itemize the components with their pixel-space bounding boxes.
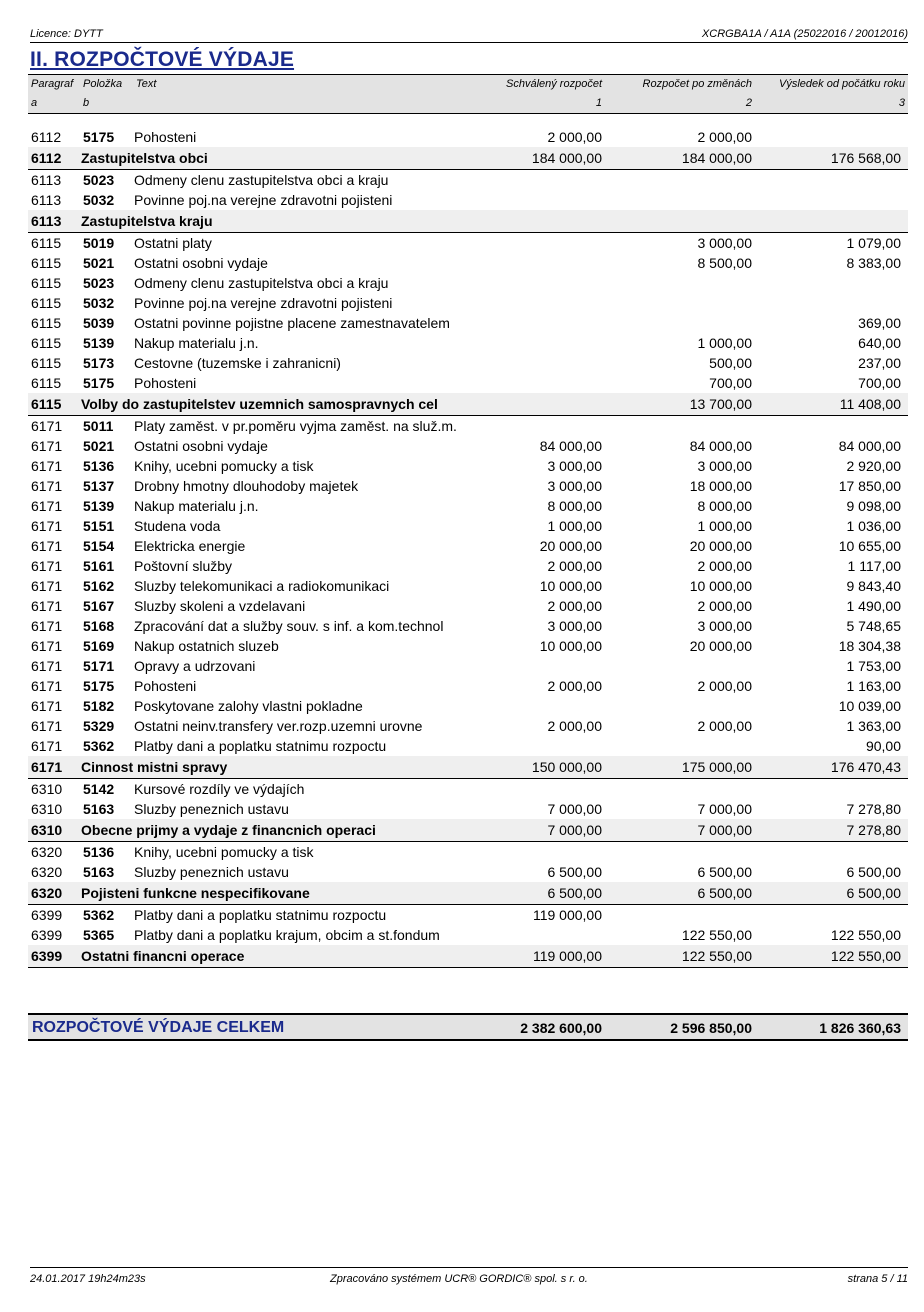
- text-cell: Ostatni neinv.transfery ver.rozp.uzemni urovne: [134, 718, 423, 734]
- paragraf-cell: 6113: [31, 172, 62, 188]
- subtotal-row: [28, 393, 908, 416]
- licence-label: Licence: DYTT: [30, 28, 103, 40]
- paragraf-cell: 6115: [31, 355, 62, 371]
- vysledek-cell: 1 753,00: [846, 658, 901, 674]
- text-cell: Studena voda: [134, 518, 221, 534]
- text-cell: Povinne poj.na verejne zdravotni pojisteni: [134, 192, 393, 208]
- subtotal-row: [28, 882, 908, 905]
- paragraf-cell: 6115: [31, 335, 62, 351]
- paragraf-cell: 6112: [31, 150, 62, 166]
- paragraf-cell: 6171: [31, 498, 63, 514]
- table-row: [28, 233, 908, 253]
- footer-system: Zpracováno systémem UCR® GORDIC® spol. s r. o.: [330, 1273, 588, 1285]
- schvaleny-cell: 184 000,00: [531, 150, 602, 166]
- schvaleny-cell: 119 000,00: [532, 948, 602, 964]
- text-cell: Platby dani a poplatku statnimu rozpoctu: [134, 738, 387, 754]
- polozka-cell: 5136: [83, 844, 115, 860]
- schvaleny-cell: 2 000,00: [547, 558, 602, 574]
- subtotal-row: [28, 756, 908, 779]
- vysledek-cell: 1 036,00: [846, 518, 901, 534]
- vysledek-cell: 9 843,40: [846, 578, 901, 594]
- paragraf-cell: 6310: [31, 781, 63, 797]
- vysledek-cell: 18 304,38: [838, 638, 901, 654]
- table-row: [28, 905, 908, 925]
- paragraf-cell: 6320: [31, 864, 63, 880]
- po-zmenach-cell: 2 000,00: [697, 129, 752, 145]
- col-schvaleny: Schválený rozpočet: [506, 78, 602, 90]
- polozka-cell: 5039: [83, 315, 115, 331]
- paragraf-cell: 6171: [31, 718, 63, 734]
- paragraf-cell: 6171: [31, 738, 63, 754]
- vysledek-cell: 7 278,80: [846, 822, 901, 838]
- po-zmenach-cell: 122 550,00: [681, 948, 752, 964]
- table-row: [28, 842, 908, 862]
- polozka-cell: 5151: [83, 518, 115, 534]
- polozka-cell: 5169: [83, 638, 115, 654]
- po-zmenach-cell: 500,00: [709, 355, 752, 371]
- vysledek-cell: 176 470,43: [830, 759, 901, 775]
- table-row: [28, 456, 908, 476]
- po-zmenach-cell: 13 700,00: [689, 396, 752, 412]
- polozka-cell: 5173: [83, 355, 115, 371]
- po-zmenach-cell: 6 500,00: [697, 864, 752, 880]
- schvaleny-cell: 2 000,00: [547, 718, 602, 734]
- table-row: [28, 436, 908, 456]
- paragraf-cell: 6310: [31, 822, 63, 838]
- text-cell: Pohosteni: [134, 375, 197, 391]
- po-zmenach-cell: 3 000,00: [697, 235, 752, 251]
- table-row: [28, 576, 908, 596]
- paragraf-cell: 6171: [31, 418, 63, 434]
- table-row: [28, 862, 908, 882]
- po-zmenach-cell: 20 000,00: [689, 538, 752, 554]
- table-row: [28, 516, 908, 536]
- table-row: [28, 925, 908, 945]
- table-row: [28, 676, 908, 696]
- col-vysledek: Výsledek od počátku roku: [779, 78, 905, 90]
- schvaleny-cell: 3 000,00: [547, 458, 602, 474]
- subtotal-row: [28, 945, 908, 968]
- po-zmenach-cell: 175 000,00: [681, 759, 752, 775]
- text-cell: Nakup materialu j.n.: [134, 498, 259, 514]
- vysledek-cell: 369,00: [858, 315, 901, 331]
- table-row: [28, 536, 908, 556]
- text-cell: Volby do zastupitelstev uzemnich samospravnych cel: [81, 396, 438, 412]
- polozka-cell: 5142: [83, 781, 115, 797]
- schvaleny-cell: 10 000,00: [539, 638, 602, 654]
- polozka-cell: 5136: [83, 458, 115, 474]
- paragraf-cell: 6171: [31, 759, 63, 775]
- polozka-cell: 5171: [83, 658, 115, 674]
- text-cell: Zastupitelstva obci: [81, 150, 208, 166]
- text-cell: Sluzby skoleni a vzdelavani: [134, 598, 306, 614]
- paragraf-cell: 6171: [31, 698, 63, 714]
- vysledek-cell: 1 490,00: [846, 598, 901, 614]
- paragraf-cell: 6115: [31, 255, 62, 271]
- table-row: [28, 476, 908, 496]
- table-row: [28, 636, 908, 656]
- budget-table: [28, 127, 908, 968]
- schvaleny-cell: 2 000,00: [547, 598, 602, 614]
- table-row: [28, 736, 908, 756]
- vysledek-cell: 7 278,80: [846, 801, 901, 817]
- grand-total-label: ROZPOČTOVÉ VÝDAJE CELKEM: [32, 1019, 285, 1036]
- subtotal-row: [28, 819, 908, 842]
- table-row: [28, 556, 908, 576]
- polozka-cell: 5175: [83, 375, 115, 391]
- grand-total-row: [28, 1013, 908, 1041]
- po-zmenach-cell: 122 550,00: [681, 927, 752, 943]
- polozka-cell: 5161: [83, 558, 115, 574]
- table-row: [28, 253, 908, 273]
- grand-total-po-zmenach: 2 596 850,00: [670, 1020, 752, 1036]
- subtotal-row: [28, 210, 908, 233]
- text-cell: Ostatni povinne pojistne placene zamestnavatelem: [134, 315, 450, 331]
- paragraf-cell: 6171: [31, 598, 63, 614]
- vysledek-cell: 11 408,00: [839, 396, 901, 412]
- polozka-cell: 5154: [83, 538, 115, 554]
- po-zmenach-cell: 8 000,00: [697, 498, 752, 514]
- polozka-cell: 5019: [83, 235, 115, 251]
- text-cell: Pojisteni funkcne nespecifikovane: [81, 885, 310, 901]
- vysledek-cell: 90,00: [865, 738, 901, 754]
- text-cell: Odmeny clenu zastupitelstva obci a kraju: [134, 172, 389, 188]
- schvaleny-cell: 10 000,00: [539, 578, 602, 594]
- table-row: [28, 170, 908, 190]
- text-cell: Sluzby peneznich ustavu: [134, 801, 289, 817]
- footer-page: strana 5 / 11: [847, 1273, 908, 1285]
- paragraf-cell: 6171: [31, 578, 63, 594]
- text-cell: Kursové rozdíly ve výdajích: [134, 781, 305, 797]
- text-cell: Pohosteni: [134, 678, 197, 694]
- po-zmenach-cell: 184 000,00: [681, 150, 752, 166]
- schvaleny-cell: 119 000,00: [532, 907, 602, 923]
- polozka-cell: 5329: [83, 718, 115, 734]
- po-zmenach-cell: 2 000,00: [697, 558, 752, 574]
- footer-date: 24.01.2017 19h24m23s: [30, 1273, 146, 1285]
- paragraf-cell: 6171: [31, 458, 63, 474]
- text-cell: Poskytovane zalohy vlastni pokladne: [134, 698, 363, 714]
- paragraf-cell: 6115: [31, 315, 62, 331]
- vysledek-cell: 122 550,00: [830, 927, 901, 943]
- text-cell: Platby dani a poplatku krajum, obcim a st.fondum: [134, 927, 440, 943]
- po-zmenach-cell: 6 500,00: [697, 885, 752, 901]
- polozka-cell: 5365: [83, 927, 115, 943]
- polozka-cell: 5137: [83, 478, 115, 494]
- paragraf-cell: 6399: [31, 907, 63, 923]
- subtotal-row: [28, 147, 908, 170]
- vysledek-cell: 640,00: [858, 335, 901, 351]
- vysledek-cell: 17 850,00: [838, 478, 901, 494]
- page-title: II. ROZPOČTOVÉ VÝDAJE: [30, 48, 295, 71]
- text-cell: Knihy, ucebni pomucky a tisk: [134, 458, 314, 474]
- paragraf-cell: 6171: [31, 518, 63, 534]
- schvaleny-cell: 150 000,00: [531, 759, 602, 775]
- text-cell: Sluzby peneznich ustavu: [134, 864, 289, 880]
- vysledek-cell: 1 363,00: [846, 718, 901, 734]
- paragraf-cell: 6115: [31, 295, 62, 311]
- table-row: [28, 596, 908, 616]
- po-zmenach-cell: 2 000,00: [697, 678, 752, 694]
- column-header: [28, 74, 908, 114]
- col-polozka: Položka: [83, 78, 123, 90]
- vysledek-cell: 1 163,00: [846, 678, 901, 694]
- schvaleny-cell: 20 000,00: [539, 538, 602, 554]
- text-cell: Cinnost mistni spravy: [81, 759, 228, 775]
- po-zmenach-cell: 7 000,00: [697, 801, 752, 817]
- text-cell: Drobny hmotny dlouhodoby majetek: [134, 478, 359, 494]
- po-zmenach-cell: 2 000,00: [697, 718, 752, 734]
- paragraf-cell: 6171: [31, 558, 63, 574]
- schvaleny-cell: 8 000,00: [547, 498, 602, 514]
- col-index-a: a: [31, 97, 38, 109]
- po-zmenach-cell: 2 000,00: [697, 598, 752, 614]
- schvaleny-cell: 1 000,00: [547, 518, 602, 534]
- paragraf-cell: 6113: [31, 213, 62, 229]
- polozka-cell: 5023: [83, 172, 115, 188]
- vysledek-cell: 10 039,00: [838, 698, 901, 714]
- polozka-cell: 5163: [83, 864, 115, 880]
- text-cell: Povinne poj.na verejne zdravotni pojisteni: [134, 295, 393, 311]
- table-row: [28, 127, 908, 147]
- paragraf-cell: 6112: [31, 129, 62, 145]
- table-row: [28, 799, 908, 819]
- table-row: [28, 190, 908, 210]
- paragraf-cell: 6171: [31, 658, 63, 674]
- vysledek-cell: 2 920,00: [846, 458, 901, 474]
- schvaleny-cell: 7 000,00: [547, 801, 602, 817]
- schvaleny-cell: 3 000,00: [547, 618, 602, 634]
- po-zmenach-cell: 18 000,00: [689, 478, 752, 494]
- grand-total-schvaleny: 2 382 600,00: [520, 1020, 602, 1036]
- paragraf-cell: 6399: [31, 927, 63, 943]
- vysledek-cell: 122 550,00: [830, 948, 901, 964]
- polozka-cell: 5168: [83, 618, 115, 634]
- text-cell: Pohosteni: [134, 129, 197, 145]
- text-cell: Ostatni financni operace: [81, 948, 245, 964]
- po-zmenach-cell: 700,00: [709, 375, 752, 391]
- polozka-cell: 5362: [83, 907, 115, 923]
- schvaleny-cell: 2 000,00: [547, 129, 602, 145]
- paragraf-cell: 6171: [31, 438, 63, 454]
- paragraf-cell: 6399: [31, 948, 63, 964]
- vysledek-cell: 176 568,00: [830, 150, 901, 166]
- schvaleny-cell: 6 500,00: [547, 885, 602, 901]
- table-row: [28, 293, 908, 313]
- text-cell: Nakup materialu j.n.: [134, 335, 259, 351]
- vysledek-cell: 1 117,00: [847, 558, 901, 574]
- polozka-cell: 5021: [83, 255, 115, 271]
- table-row: [28, 333, 908, 353]
- schvaleny-cell: 84 000,00: [539, 438, 602, 454]
- text-cell: Obecne prijmy a vydaje z financnich operaci: [81, 822, 376, 838]
- vysledek-cell: 9 098,00: [846, 498, 901, 514]
- paragraf-cell: 6310: [31, 801, 63, 817]
- polozka-cell: 5175: [83, 678, 115, 694]
- paragraf-cell: 6171: [31, 478, 63, 494]
- paragraf-cell: 6115: [31, 375, 62, 391]
- text-cell: Zpracování dat a služby souv. s inf. a kom.technol: [134, 618, 444, 634]
- col-index-1: 1: [595, 97, 602, 109]
- polozka-cell: 5011: [83, 418, 114, 434]
- col-index-3: 3: [898, 97, 905, 109]
- po-zmenach-cell: 3 000,00: [697, 618, 752, 634]
- schvaleny-cell: 6 500,00: [547, 864, 602, 880]
- text-cell: Poštovní služby: [134, 558, 233, 574]
- po-zmenach-cell: 7 000,00: [697, 822, 752, 838]
- col-index-b: b: [83, 97, 90, 109]
- po-zmenach-cell: 1 000,00: [697, 518, 752, 534]
- polozka-cell: 5023: [83, 275, 115, 291]
- polozka-cell: 5021: [83, 438, 115, 454]
- col-po-zmenach: Rozpočet po změnách: [642, 78, 752, 90]
- paragraf-cell: 6113: [31, 192, 62, 208]
- paragraf-cell: 6115: [31, 275, 62, 291]
- po-zmenach-cell: 1 000,00: [697, 335, 752, 351]
- text-cell: Opravy a udrzovani: [134, 658, 256, 674]
- polozka-cell: 5175: [83, 129, 115, 145]
- paragraf-cell: 6115: [31, 396, 62, 412]
- paragraf-cell: 6171: [31, 638, 63, 654]
- paragraf-cell: 6171: [31, 618, 63, 634]
- table-row: [28, 616, 908, 636]
- paragraf-cell: 6171: [31, 678, 63, 694]
- page-footer: [30, 1267, 908, 1286]
- polozka-cell: 5167: [83, 598, 115, 614]
- text-cell: Nakup ostatnich sluzeb: [134, 638, 279, 654]
- polozka-cell: 5032: [83, 295, 115, 311]
- text-cell: Knihy, ucebni pomucky a tisk: [134, 844, 314, 860]
- polozka-cell: 5162: [83, 578, 115, 594]
- page-header: [30, 28, 908, 43]
- text-cell: Platy zaměst. v pr.poměru vyjma zaměst. na služ.m.: [134, 418, 457, 434]
- col-text: Text: [136, 78, 157, 90]
- vysledek-cell: 84 000,00: [838, 438, 901, 454]
- polozka-cell: 5163: [83, 801, 115, 817]
- schvaleny-cell: 2 000,00: [547, 678, 602, 694]
- paragraf-cell: 6171: [31, 538, 63, 554]
- polozka-cell: 5182: [83, 698, 115, 714]
- table-row: [28, 696, 908, 716]
- text-cell: Sluzby telekomunikaci a radiokomunikaci: [134, 578, 390, 594]
- col-paragraf: Paragraf: [31, 78, 74, 90]
- table-row: [28, 353, 908, 373]
- text-cell: Elektricka energie: [134, 538, 246, 554]
- text-cell: Platby dani a poplatku statnimu rozpoctu: [134, 907, 387, 923]
- table-row: [28, 273, 908, 293]
- grand-total-vysledek: 1 826 360,63: [819, 1020, 901, 1036]
- vysledek-cell: 700,00: [858, 375, 901, 391]
- po-zmenach-cell: 10 000,00: [689, 578, 752, 594]
- report-id: XCRGBA1A / A1A (25022016 / 20012016): [701, 28, 908, 40]
- paragraf-cell: 6115: [31, 235, 62, 251]
- polozka-cell: 5362: [83, 738, 115, 754]
- text-cell: Odmeny clenu zastupitelstva obci a kraju: [134, 275, 389, 291]
- vysledek-cell: 237,00: [858, 355, 901, 371]
- table-row: [28, 656, 908, 676]
- paragraf-cell: 6320: [31, 844, 63, 860]
- vysledek-cell: 5 748,65: [846, 618, 901, 634]
- vysledek-cell: 10 655,00: [838, 538, 901, 554]
- table-row: [28, 779, 908, 799]
- paragraf-cell: 6320: [31, 885, 63, 901]
- table-row: [28, 373, 908, 393]
- schvaleny-cell: 3 000,00: [547, 478, 602, 494]
- vysledek-cell: 6 500,00: [846, 885, 901, 901]
- vysledek-cell: 8 383,00: [846, 255, 901, 271]
- table-row: [28, 313, 908, 333]
- text-cell: Ostatni osobni vydaje: [134, 438, 268, 454]
- vysledek-cell: 6 500,00: [846, 864, 901, 880]
- po-zmenach-cell: 20 000,00: [689, 638, 752, 654]
- text-cell: Zastupitelstva kraju: [81, 213, 213, 229]
- text-cell: Ostatni platy: [134, 235, 212, 251]
- polozka-cell: 5032: [83, 192, 115, 208]
- text-cell: Cestovne (tuzemske i zahranicni): [134, 355, 341, 371]
- col-index-2: 2: [745, 97, 752, 109]
- polozka-cell: 5139: [83, 498, 115, 514]
- po-zmenach-cell: 8 500,00: [697, 255, 752, 271]
- table-row: [28, 416, 908, 436]
- po-zmenach-cell: 3 000,00: [697, 458, 752, 474]
- po-zmenach-cell: 84 000,00: [689, 438, 752, 454]
- schvaleny-cell: 7 000,00: [547, 822, 602, 838]
- text-cell: Ostatni osobni vydaje: [134, 255, 268, 271]
- table-row: [28, 716, 908, 736]
- vysledek-cell: 1 079,00: [846, 235, 901, 251]
- table-row: [28, 496, 908, 516]
- polozka-cell: 5139: [83, 335, 115, 351]
